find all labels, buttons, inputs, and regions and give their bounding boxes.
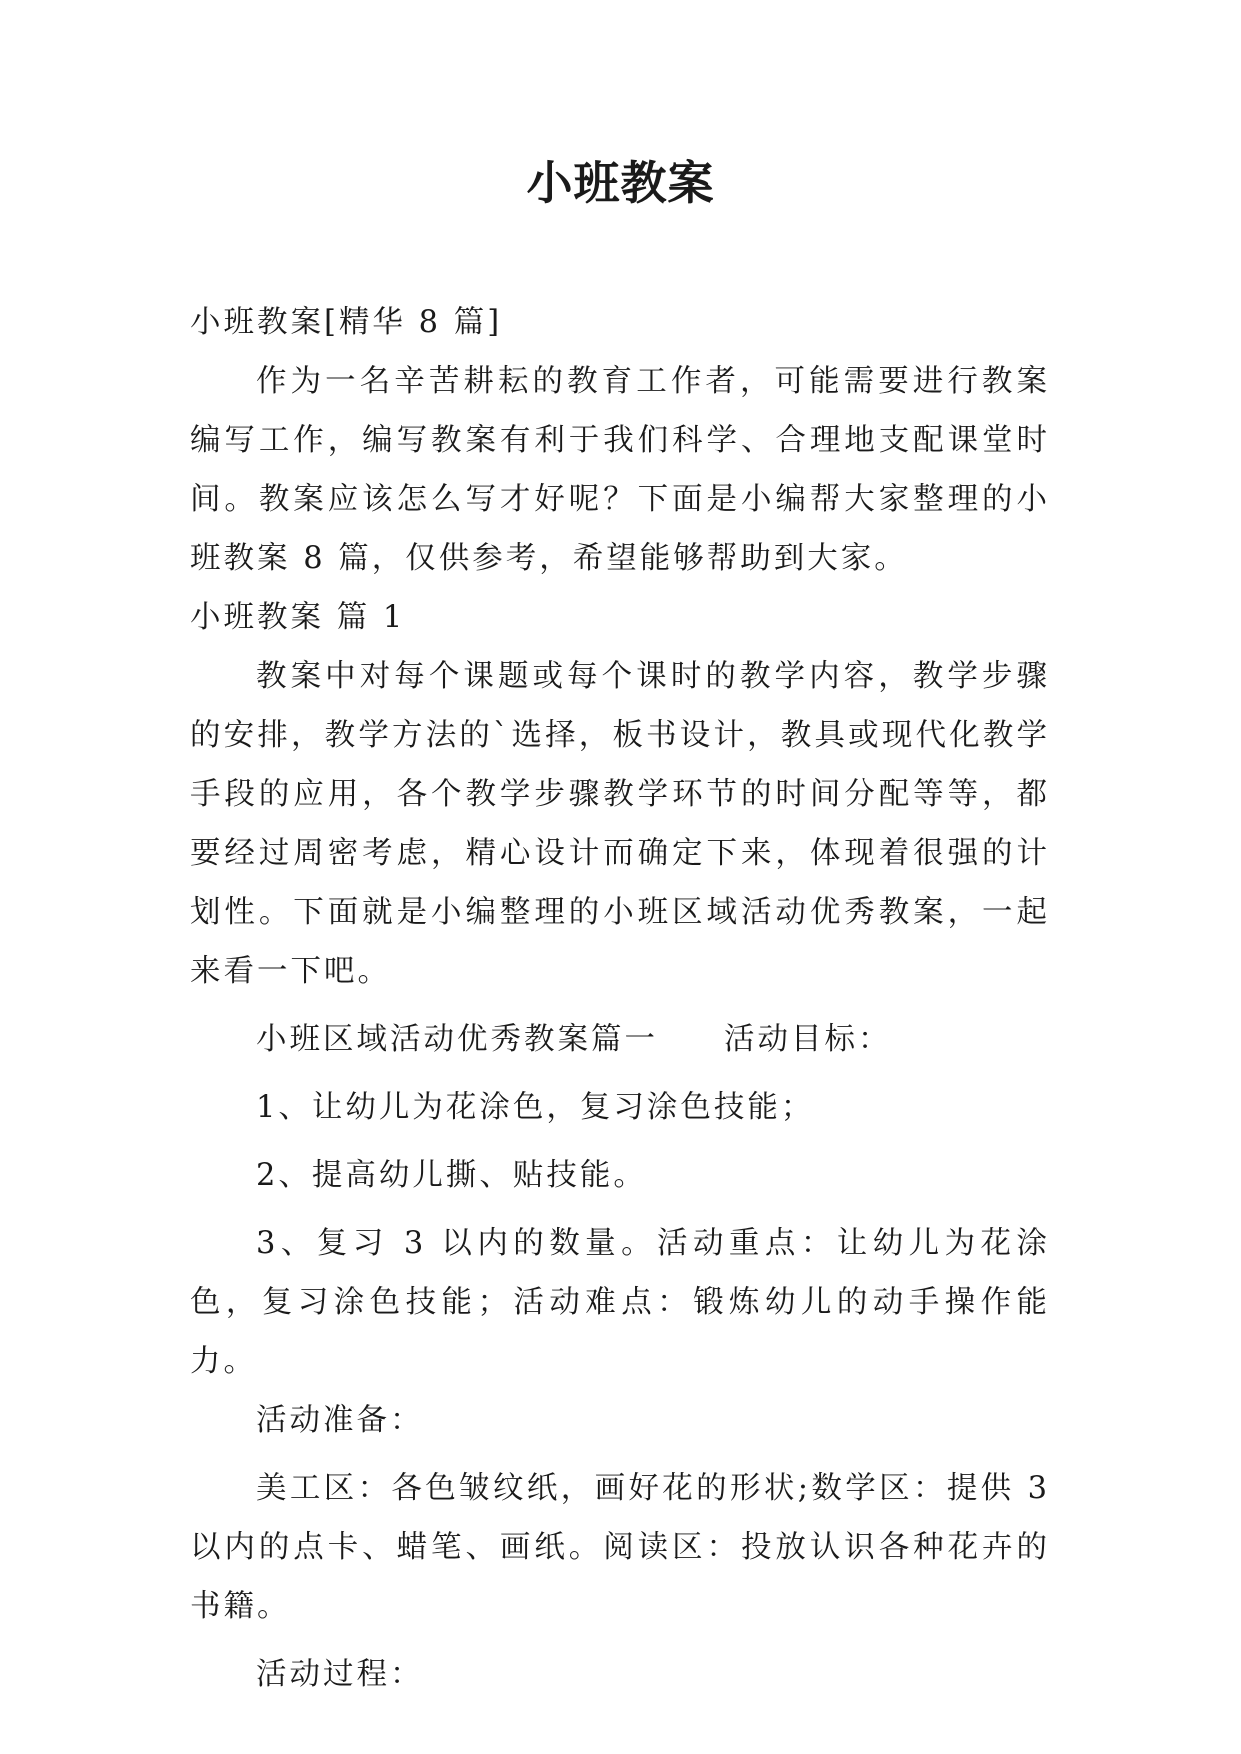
- section-heading: 小班教案 篇 1: [190, 600, 406, 635]
- intro-paragraph: 作为一名辛苦耕耘的教育工作者，可能需要进行教案编写工作，编写教案有利于我们科学、合理地支配课堂时间。教案应该怎么写才好呢？下面是小编帮大家整理的小班教案 8 篇，仅供参考，希望能够帮助到大家。: [190, 364, 1050, 576]
- document-subtitle: 小班教案[精华 8 篇]: [190, 305, 503, 340]
- prep-label: 活动准备：: [256, 1403, 424, 1438]
- lesson-header-line: [190, 1010, 1050, 1069]
- goal-item-3: 3、复习 3 以内的数量。活动重点：让幼儿为花涂色，复习涂色技能；活动难点：锻炼幼儿的动手操作能力。: [190, 1226, 1050, 1379]
- document-title: 小班教案: [526, 156, 715, 210]
- goal-item-2: 2、提高幼儿撕、贴技能。: [256, 1158, 647, 1193]
- section-paragraph: 教案中对每个课题或每个课时的教学内容，教学步骤的安排，教学方法的`选择，板书设计，教具或现代化教学手段的应用，各个教学步骤教学环节的时间分配等等，都要经过周密考虑，精心设计而确定下来，体现着很强的计划性。下面就是小编整理的小班区域活动优秀教案，一起来看一下吧。: [190, 659, 1050, 989]
- lesson-title: 小班区域活动优秀教案篇一: [256, 1022, 658, 1057]
- document-body: [190, 293, 1050, 1704]
- goals-label: 活动目标：: [724, 1022, 892, 1057]
- prep-paragraph: 美工区：各色皱纹纸，画好花的形状;数学区：提供 3 以内的点卡、蜡笔、画纸。阅读区：投放认识各种花卉的书籍。: [190, 1471, 1050, 1624]
- goal-item-1: 1、让幼儿为花涂色，复习涂色技能；: [256, 1090, 815, 1125]
- process-label: 活动过程：: [256, 1657, 424, 1692]
